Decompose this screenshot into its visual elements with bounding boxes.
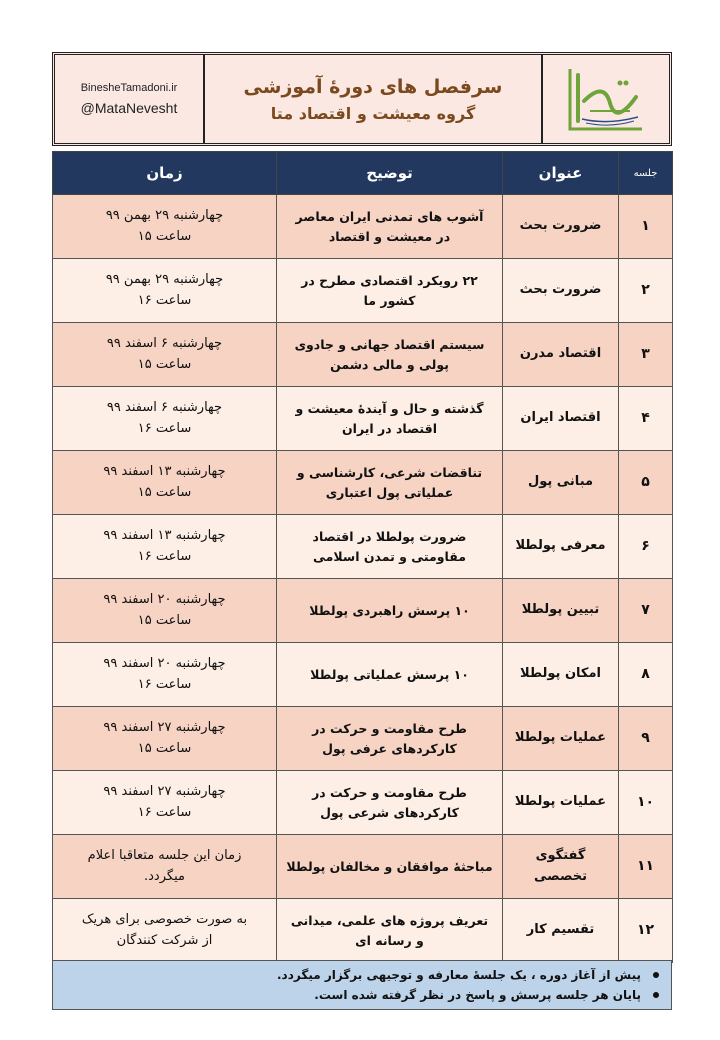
description-line: طرح مقاومت و حرکت در: [312, 721, 467, 737]
column-header-session: جلسه: [619, 152, 673, 195]
session-number: ۱۰: [619, 771, 673, 835]
description-line: گذشته و حال و آیندۀ معیشت و: [295, 401, 484, 417]
session-title: اقتصاد مدرن: [503, 323, 619, 387]
description-line: سیستم اقتصاد جهانی و جادوی: [294, 337, 485, 353]
table-row: [53, 707, 673, 771]
session-number: ۲: [619, 259, 673, 323]
time-line: چهارشنبه ۲۰ اسفند ۹۹: [103, 592, 226, 608]
bullet-icon: [653, 972, 659, 978]
description-line: طرح مقاومت و حرکت در: [312, 785, 467, 801]
session-time: [53, 835, 277, 899]
website-link[interactable]: BinesheTamadoni.ir: [80, 82, 178, 94]
time-line: چهارشنبه ۲۷ اسفند ۹۹: [103, 720, 226, 736]
session-time: [53, 643, 277, 707]
description-line: و رسانه ای: [355, 932, 424, 948]
time-line: ساعت ۱۵: [137, 356, 192, 372]
bullet-icon: [653, 992, 659, 998]
table-row: [53, 771, 673, 835]
time-line: ساعت ۱۵: [137, 612, 192, 628]
session-description: [277, 451, 503, 515]
time-line: ساعت ۱۶: [137, 804, 192, 820]
session-description: [277, 323, 503, 387]
session-title: تبیین پولطلا: [503, 579, 619, 643]
time-line: ساعت ۱۶: [137, 420, 192, 436]
session-number: ۱: [619, 195, 673, 259]
session-number: ۸: [619, 643, 673, 707]
table-header-row: [53, 152, 673, 195]
description-line: اقتصاد در ایران: [341, 420, 438, 436]
time-line: ساعت ۱۵: [137, 740, 192, 756]
session-description: [277, 515, 503, 579]
description-line: کارکردهای عرفی پول: [322, 740, 457, 756]
table-row: [53, 515, 673, 579]
time-line: زمان این جلسه متعاقبا اعلام: [87, 848, 242, 864]
session-description: [277, 643, 503, 707]
description-line: در معیشت و اقتصاد: [328, 228, 451, 244]
session-number: ۱۱: [619, 835, 673, 899]
session-number: ۶: [619, 515, 673, 579]
description-line: ۱۰ پرسش عملیاتی پولطلا: [310, 666, 469, 682]
session-time: [53, 195, 277, 259]
session-number: ۵: [619, 451, 673, 515]
description-line: تعریف پروژه های علمی، میدانی: [290, 913, 489, 929]
session-description: [277, 707, 503, 771]
session-title: ضرورت بحث: [503, 259, 619, 323]
session-time: [53, 259, 277, 323]
table-row: [53, 259, 673, 323]
schedule-table: [52, 151, 672, 963]
time-line: ساعت ۱۵: [137, 484, 192, 500]
session-title: معرفی پولطلا: [503, 515, 619, 579]
time-line: از شرکت کنندگان: [116, 932, 213, 948]
session-time: [53, 579, 277, 643]
time-line: چهارشنبه ۱۳ اسفند ۹۹: [103, 464, 226, 480]
column-header-title: عنوان: [503, 152, 619, 195]
description-line: آشوب های تمدنی ایران معاصر: [295, 209, 484, 225]
session-time: [53, 387, 277, 451]
table-row: [53, 643, 673, 707]
description-line: ۱۰ پرسش راهبردی پولطلا: [309, 602, 470, 618]
table-row: [53, 579, 673, 643]
session-description: [277, 835, 503, 899]
time-line: به صورت خصوصی برای هریک: [81, 912, 248, 928]
note-text: پایان هر جلسه پرسش و پاسخ در نظر گرفته شده است.: [314, 988, 641, 1002]
description-line: ضرورت پولطلا در اقتصاد: [312, 529, 467, 545]
mata-logo-icon: [560, 61, 652, 137]
table-row: [53, 323, 673, 387]
session-description: [277, 195, 503, 259]
description-line: مقاومتی و تمدن اسلامی: [313, 548, 466, 564]
description-line: عملیاتی پول اعتباری: [325, 484, 454, 500]
session-title: ضرورت بحث: [503, 195, 619, 259]
column-header-time: زمان: [53, 152, 277, 195]
session-time: [53, 451, 277, 515]
time-line: چهارشنبه ۲۰ اسفند ۹۹: [103, 656, 226, 672]
session-title: عملیات پولطلا: [503, 771, 619, 835]
note-item: [65, 965, 659, 985]
table-row: [53, 195, 673, 259]
time-line: ساعت ۱۶: [137, 292, 192, 308]
session-number: ۱۲: [619, 899, 673, 963]
page-title: سرفصل های دورۀ آموزشی: [243, 75, 503, 98]
time-line: چهارشنبه ۲۷ اسفند ۹۹: [103, 784, 226, 800]
session-time: [53, 323, 277, 387]
description-line: پولی و مالی دشمن: [330, 356, 449, 372]
social-handle[interactable]: @MataNevesht: [80, 100, 178, 116]
note-text: پیش از آغاز دوره ، یک جلسۀ معارفه و توجیهی برگزار میگردد.: [277, 968, 641, 982]
session-number: ۷: [619, 579, 673, 643]
time-line: میگردد.: [144, 868, 185, 884]
description-line: کشور ما: [363, 292, 416, 308]
time-line: چهارشنبه ۶ اسفند ۹۹: [106, 400, 223, 416]
session-time: [53, 899, 277, 963]
session-description: [277, 899, 503, 963]
session-title: امکان پولطلا: [503, 643, 619, 707]
time-line: ساعت ۱۵: [137, 228, 192, 244]
description-line: تناقضات شرعی، کارشناسی و: [296, 465, 483, 481]
time-line: چهارشنبه ۲۹ بهمن ۹۹: [105, 272, 224, 288]
session-number: ۹: [619, 707, 673, 771]
time-line: چهارشنبه ۲۹ بهمن ۹۹: [105, 208, 224, 224]
description-line: ۲۲ رویکرد اقتصادی مطرح در: [301, 273, 478, 289]
session-description: [277, 771, 503, 835]
time-line: ساعت ۱۶: [137, 676, 192, 692]
session-number: ۴: [619, 387, 673, 451]
session-time: [53, 707, 277, 771]
session-time: [53, 515, 277, 579]
column-header-description: توضیح: [277, 152, 503, 195]
description-line: مباحثۀ موافقان و مخالفان پولطلا: [286, 858, 493, 874]
logo-block: [543, 55, 669, 143]
table-row: [53, 451, 673, 515]
time-line: ساعت ۱۶: [137, 548, 192, 564]
session-number: ۳: [619, 323, 673, 387]
notes-box: [52, 960, 672, 1010]
table-row: [53, 899, 673, 963]
page-subtitle: گروه معیشت و اقتصاد متا: [270, 103, 476, 123]
table-row: [53, 387, 673, 451]
session-description: [277, 387, 503, 451]
session-title: تقسیم کار: [503, 899, 619, 963]
time-line: چهارشنبه ۶ اسفند ۹۹: [106, 336, 223, 352]
session-description: [277, 579, 503, 643]
page-header: [52, 52, 672, 146]
table-row: [53, 835, 673, 899]
description-line: کارکردهای شرعی پول: [320, 804, 459, 820]
session-title: عملیات پولطلا: [503, 707, 619, 771]
session-time: [53, 771, 277, 835]
note-item: [65, 985, 659, 1005]
session-title: اقتصاد ایران: [503, 387, 619, 451]
session-title: مبانی پول: [503, 451, 619, 515]
session-title: گفتگوی تخصصی: [503, 835, 619, 899]
contact-block: [55, 55, 205, 143]
title-block: [205, 55, 543, 143]
time-line: چهارشنبه ۱۳ اسفند ۹۹: [103, 528, 226, 544]
session-description: [277, 259, 503, 323]
